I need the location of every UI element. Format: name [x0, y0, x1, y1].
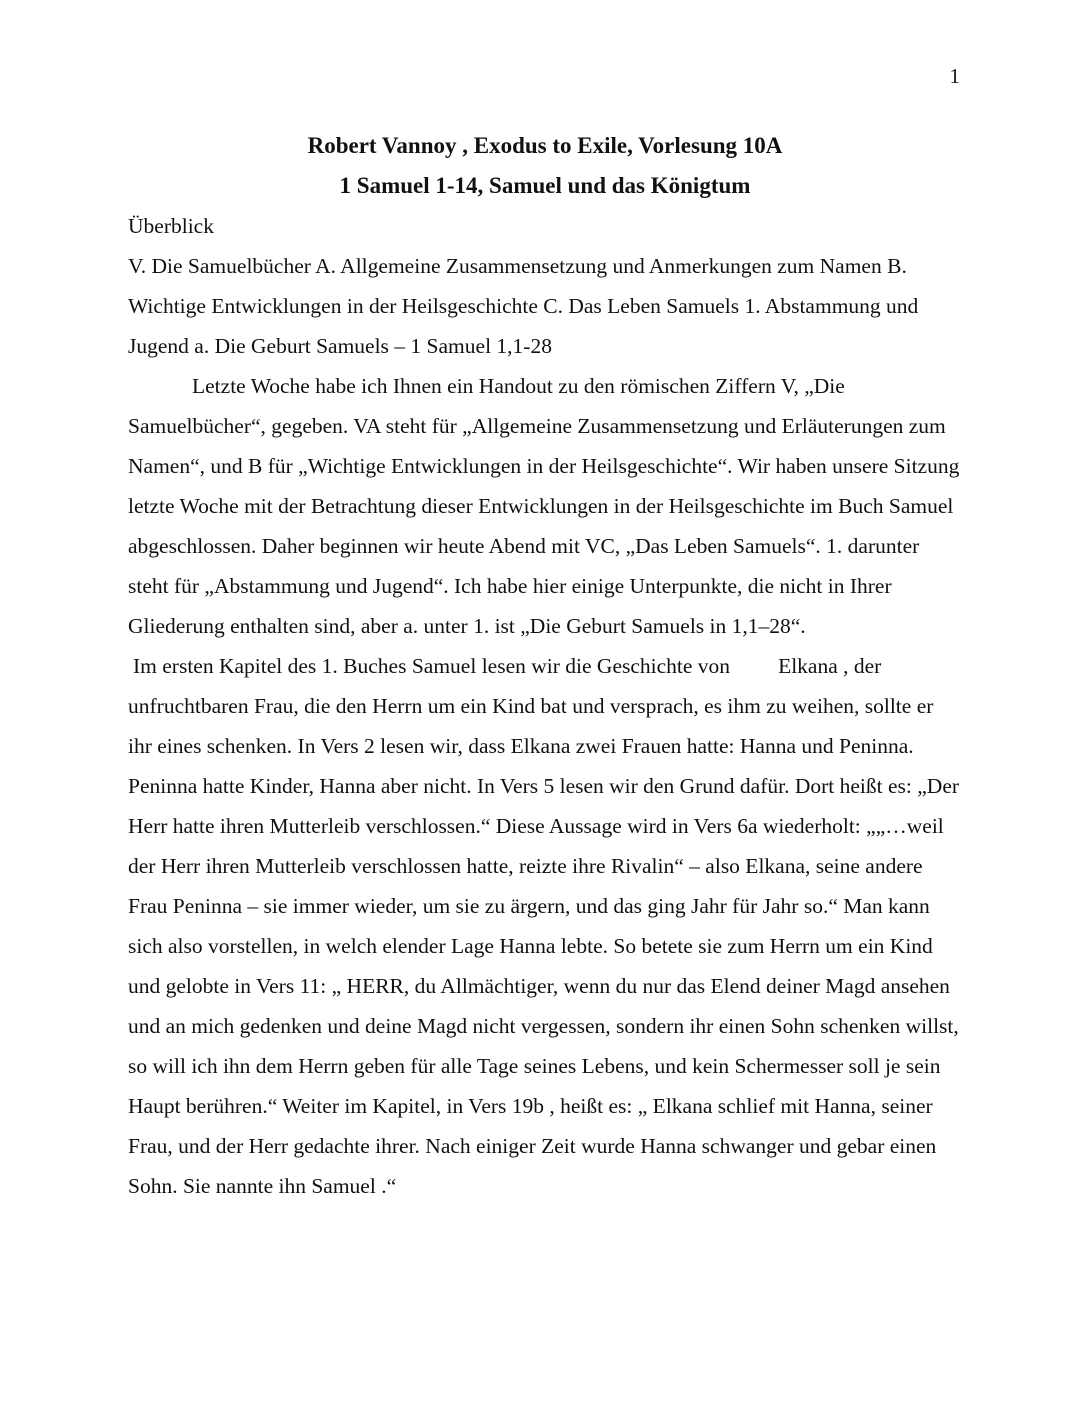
overview-outline: V. Die Samuelbücher A. Allgemeine Zusammensetzung und Anmerkungen zum Namen B. Wichtige Entwicklungen in der Heilsgeschichte C. Das Leben Samuels 1. Abstammung und Jugend a. Die Geburt Samuels – 1 Samuel 1,1-28: [128, 254, 919, 358]
overview-label: Überblick: [128, 214, 214, 238]
paragraph-2-rest: Elkana , der unfruchtbaren Frau, die den Herrn um ein Kind bat und versprach, es ihm zu weihen, sollte er ihr eines schenken. In Vers 2 lesen wir, dass Elkana zwei Frauen hatte: Hanna und Peninna. Peninna hatte Kinder, Hanna aber nicht. In Vers 5 lesen wir den Grund dafür. Dort heißt es: „Der Herr hatte ihren Mutterleib verschlossen.“ Diese Aussage wird in Vers 6a wiederholt: „„…weil der Herr ihren Mutterleib verschlossen hatte, reizte ihre Rivalin“ – also Elkana, seine andere Frau Peninna – sie immer wieder, um sie zu ärgern, und das ging Jahr für Jahr so.“ Man kann sich also vorstellen, in welch elender Lage Hanna lebte. So betete sie zum Herrn um ein Kind und gelobte in Vers 11: „ HERR, du Allmächtiger, wenn du nur das Elend deiner Magd ansehen und an mich gedenken und deine Magd nicht vergessen, sondern ihr einen Sohn schenken willst, so will ich ihn dem Herrn geben für alle Tage seines Lebens, und kein Schermesser soll je sein Haupt berühren.“ Weiter im Kapitel, in Vers 19b , heißt es: „ Elkana schlief mit Hanna, seiner Frau, und der Herr gedachte ihrer. Nach einiger Zeit wurde Hanna schwanger und gebar einen Sohn. Sie nannte ihn Samuel .“: [128, 654, 960, 1198]
document-title-line-1: Robert Vannoy , Exodus to Exile, Vorlesung 10A: [307, 133, 783, 158]
document-body: [128, 126, 962, 1206]
document-title-line-2: 1 Samuel 1-14, Samuel und das Königtum: [339, 173, 751, 198]
paragraph-2-start: Im ersten Kapitel des 1. Buches Samuel lesen wir die Geschichte von: [133, 654, 731, 678]
page-number: 1: [949, 64, 960, 88]
body-paragraph-2: [128, 646, 962, 1206]
body-paragraph-1: Letzte Woche habe ich Ihnen ein Handout zu den römischen Ziffern V, „Die Samuelbücher“, gegeben. VA steht für „Allgemeine Zusammensetzung und Erläuterungen zum Namen“, und B für „Wichtige Entwicklungen in der Heilsgeschichte“. Wir haben unsere Sitzung letzte Woche mit der Betrachtung dieser Entwicklungen in der Heilsgeschichte im Buch Samuel abgeschlossen. Daher beginnen wir heute Abend mit VC, „Das Leben Samuels“. 1. darunter steht für „Abstammung und Jugend“. Ich habe hier einige Unterpunkte, die nicht in Ihrer Gliederung enthalten sind, aber a. unter 1. ist „Die Geburt Samuels in 1,1–28“.: [128, 374, 960, 638]
